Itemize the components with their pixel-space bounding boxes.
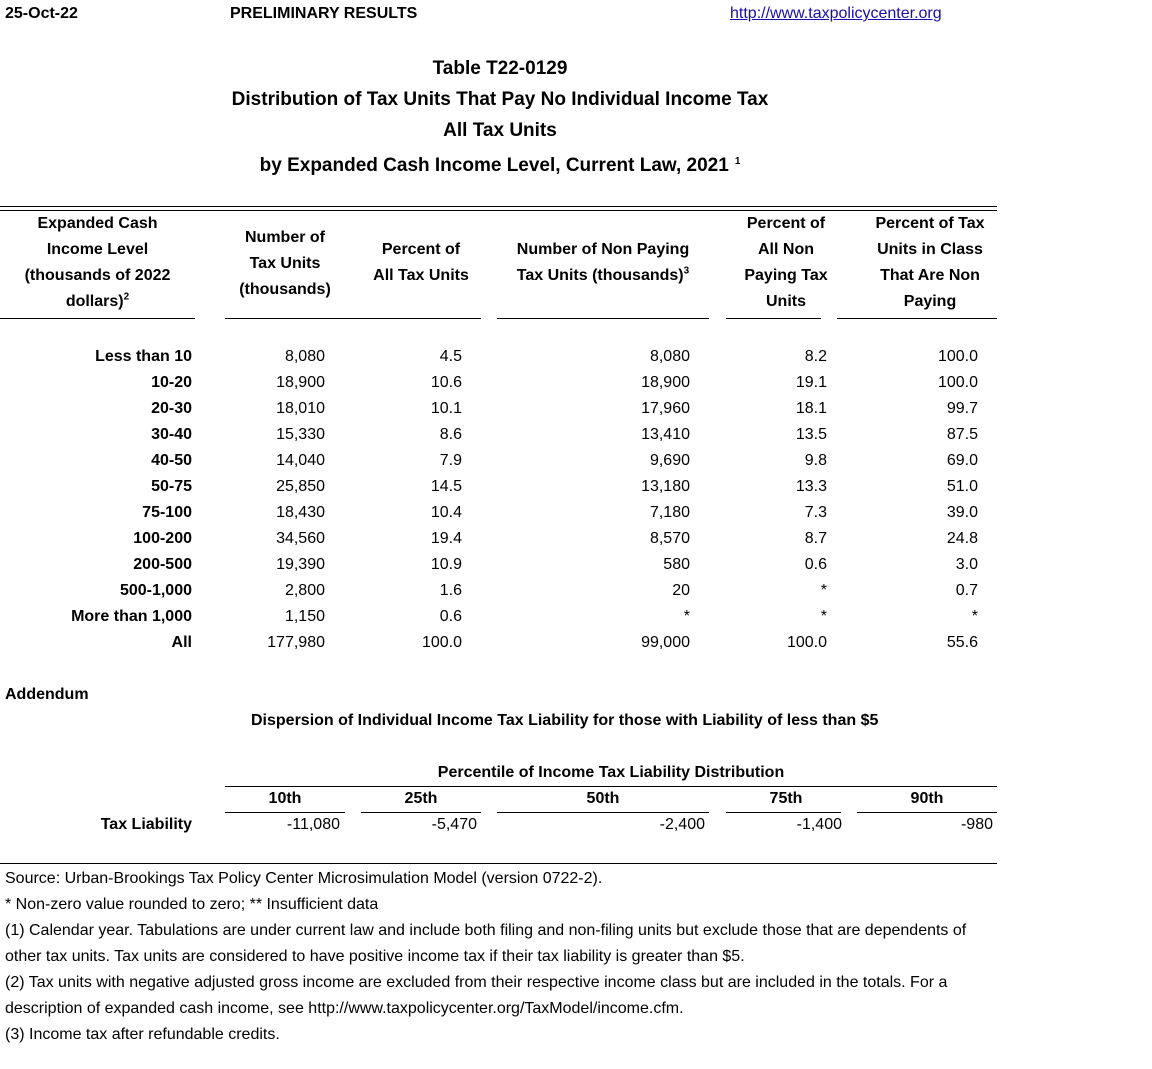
col-header-income-level <box>0 210 195 316</box>
footnote-ref: 1 <box>734 155 741 167</box>
pct-all-units: 10.9 <box>430 556 462 573</box>
tax-units: 34,560 <box>276 530 325 547</box>
col-header-line: Percent of <box>746 215 826 232</box>
report-date: 25-Oct-22 <box>5 5 78 22</box>
col-header-line: Number of <box>245 229 325 246</box>
income-level: 50-75 <box>151 478 192 495</box>
header-rule <box>726 318 821 319</box>
col-header-line: Tax Units <box>249 255 321 272</box>
tax-units: 14,040 <box>276 452 325 469</box>
pct-in-class: 51.0 <box>946 478 978 495</box>
pct-all-units: 0.6 <box>439 608 462 625</box>
income-level: 10-20 <box>151 374 192 391</box>
footnotes <box>5 866 995 1048</box>
col-header-line: Number of Non Paying <box>516 241 690 258</box>
nonpaying-units: 580 <box>663 556 690 573</box>
pct-in-class: 39.0 <box>946 504 978 521</box>
tax-units: 8,080 <box>284 348 325 365</box>
pct-in-class: 55.6 <box>946 634 978 651</box>
pct-all-units: 10.1 <box>430 400 462 417</box>
pct-all-units: 4.5 <box>439 348 462 365</box>
table-row-total <box>0 631 1000 657</box>
tax-units: 18,010 <box>276 400 325 417</box>
col-header-line: Percent of <box>381 241 461 258</box>
header-rule <box>0 318 195 319</box>
footnote-1: (1) Calendar year. Tabulations are under current law and include both filing and non-filing units but exclude those that are dependents of other tax units. Tax units are considered to have positive income tax if their tax liability is greater than $5. <box>5 922 967 965</box>
pct-nonpaying: 13.3 <box>795 478 827 495</box>
income-level: All <box>171 634 192 651</box>
table-row <box>0 527 1000 553</box>
header-rule <box>497 318 709 319</box>
table-id: Table T22-0129 <box>432 58 568 79</box>
income-level: Less than 10 <box>95 348 192 365</box>
income-level: 20-30 <box>151 400 192 417</box>
pct-all-units: 8.6 <box>439 426 462 443</box>
col-header-line: Expanded Cash <box>37 215 158 232</box>
income-level: 100-200 <box>133 530 192 547</box>
pct-nonpaying: 13.5 <box>795 426 827 443</box>
pct-in-class: * <box>971 608 978 625</box>
nonpaying-units: 99,000 <box>641 634 690 651</box>
pct-nonpaying: 7.3 <box>804 504 827 521</box>
pct-all-units: 10.6 <box>430 374 462 391</box>
table-row <box>0 345 1000 371</box>
tax-units: 19,390 <box>276 556 325 573</box>
pct-all-units: 100.0 <box>421 634 462 651</box>
pct-all-units: 1.6 <box>439 582 462 599</box>
footnote-2: (2) Tax units with negative adjusted gross income are excluded from their respective income class but are included in the totals. For a description of expanded cash income, see http://www.taxpolicycenter.org/TaxModel/income.cfm. <box>5 974 948 1017</box>
table-row <box>0 475 1000 501</box>
nonpaying-units: 17,960 <box>641 400 690 417</box>
site-link[interactable]: http://www.taxpolicycenter.org <box>730 5 942 22</box>
nonpaying-units: 9,690 <box>649 452 690 469</box>
nonpaying-units: * <box>683 608 690 625</box>
liability-p90: -980 <box>960 816 993 833</box>
footnote-ref: 2 <box>123 291 130 303</box>
nonpaying-units: 20 <box>672 582 690 599</box>
liability-p25: -5,470 <box>431 816 477 833</box>
table-row <box>0 501 1000 527</box>
income-level: 200-500 <box>133 556 192 573</box>
pct-in-class: 100.0 <box>937 348 978 365</box>
col-header-line: (thousands) <box>239 281 331 298</box>
nonpaying-units: 8,080 <box>649 348 690 365</box>
tax-units: 15,330 <box>276 426 325 443</box>
pct-nonpaying: 18.1 <box>795 400 827 417</box>
pct-in-class: 99.7 <box>946 400 978 417</box>
pct-in-class: 0.7 <box>955 582 978 599</box>
col-header-num-nonpaying <box>497 236 709 290</box>
percentile-header: 25th <box>404 790 438 807</box>
pct-all-units: 19.4 <box>430 530 462 547</box>
pct-nonpaying: 0.6 <box>804 556 827 573</box>
percentile-header: 75th <box>769 790 803 807</box>
col-header-text: dollars) <box>65 293 124 310</box>
table-row <box>0 371 1000 397</box>
col-header-line: Income Level <box>46 241 149 258</box>
header-rule <box>837 318 997 319</box>
col-header-line: Units <box>766 293 806 310</box>
addendum-title: Dispersion of Individual Income Tax Liability for those with Liability of less than $5 <box>251 712 879 729</box>
table-scope <box>0 155 1000 177</box>
footnote-source: Source: Urban-Brookings Tax Policy Center Microsimulation Model (version 0722-2). <box>5 870 603 887</box>
percentile-header: 10th <box>268 790 302 807</box>
col-header-num-tax-units <box>225 224 345 304</box>
col-header-line: All Non <box>758 241 814 258</box>
income-level: 30-40 <box>151 426 192 443</box>
nonpaying-units: 18,900 <box>641 374 690 391</box>
col-header-text: Tax Units (thousands) <box>516 267 684 284</box>
addendum-group-rule <box>225 786 997 787</box>
col-header-line: Paying <box>903 293 957 310</box>
pct-in-class: 3.0 <box>955 556 978 573</box>
nonpaying-units: 7,180 <box>649 504 690 521</box>
pct-in-class: 69.0 <box>946 452 978 469</box>
col-header-line: All Tax Units <box>373 267 469 284</box>
pct-nonpaying: * <box>820 582 827 599</box>
nonpaying-units: 13,410 <box>641 426 690 443</box>
pct-all-units: 10.4 <box>430 504 462 521</box>
pct-nonpaying: 19.1 <box>795 374 827 391</box>
footnote-3: (3) Income tax after refundable credits. <box>5 1026 280 1043</box>
table-scope-text: by Expanded Cash Income Level, Current Law, 2021 <box>259 155 729 176</box>
pct-nonpaying: 100.0 <box>786 634 827 651</box>
col-header-line: Percent of Tax <box>875 215 985 232</box>
col-header-line: Units in Class <box>877 241 983 258</box>
pct-nonpaying: 9.8 <box>804 452 827 469</box>
col-header-pct-nonpaying <box>726 210 846 316</box>
liability-p10: -11,080 <box>286 816 340 833</box>
col-header-pct-all-units <box>361 236 481 290</box>
tax-units: 2,800 <box>284 582 325 599</box>
table-row <box>0 423 1000 449</box>
table-subtitle: All Tax Units <box>443 120 557 141</box>
income-level: 75-100 <box>142 504 192 521</box>
col-header-line: (thousands of 2022 <box>24 267 171 284</box>
pct-nonpaying: * <box>820 608 827 625</box>
nonpaying-units: 13,180 <box>641 478 690 495</box>
pct-in-class: 100.0 <box>937 374 978 391</box>
status-label: PRELIMINARY RESULTS <box>230 5 418 22</box>
percentile-header: 90th <box>910 790 944 807</box>
col-header-pct-in-class <box>855 210 1005 316</box>
liability-p50: -2,400 <box>659 816 705 833</box>
footnote-ref: 3 <box>683 265 690 277</box>
percentile-header: 50th <box>586 790 620 807</box>
col-header-line <box>497 263 709 289</box>
table-row <box>0 553 1000 579</box>
addendum-label: Addendum <box>5 686 89 703</box>
footer-rule <box>0 863 997 864</box>
income-level: 500-1,000 <box>119 582 192 599</box>
tax-units: 177,980 <box>267 634 325 651</box>
col-header-line: That Are Non <box>880 267 980 284</box>
col-header-line: Paying Tax <box>744 267 828 284</box>
table-row <box>0 449 1000 475</box>
pct-nonpaying: 8.2 <box>804 348 827 365</box>
table-row <box>0 605 1000 631</box>
income-level: 40-50 <box>151 452 192 469</box>
liability-p75: -1,400 <box>796 816 842 833</box>
pct-in-class: 24.8 <box>946 530 978 547</box>
tax-units: 18,900 <box>276 374 325 391</box>
pct-nonpaying: 8.7 <box>804 530 827 547</box>
header-rule <box>225 318 481 319</box>
nonpaying-units: 8,570 <box>649 530 690 547</box>
col-header-line <box>0 289 195 315</box>
table-title: Distribution of Tax Units That Pay No Individual Income Tax <box>231 89 769 110</box>
table-row <box>0 579 1000 605</box>
footnote-symbols: * Non-zero value rounded to zero; ** Insufficient data <box>5 896 379 913</box>
tax-units: 25,850 <box>276 478 325 495</box>
income-level: More than 1,000 <box>71 608 192 625</box>
tax-units: 18,430 <box>276 504 325 521</box>
pct-in-class: 87.5 <box>946 426 978 443</box>
tax-liability-row <box>0 813 1000 839</box>
table-row <box>0 397 1000 423</box>
addendum-group-header: Percentile of Income Tax Liability Distribution <box>437 764 785 781</box>
pct-all-units: 14.5 <box>430 478 462 495</box>
row-label: Tax Liability <box>100 816 192 833</box>
tax-units: 1,150 <box>284 608 325 625</box>
pct-all-units: 7.9 <box>439 452 462 469</box>
